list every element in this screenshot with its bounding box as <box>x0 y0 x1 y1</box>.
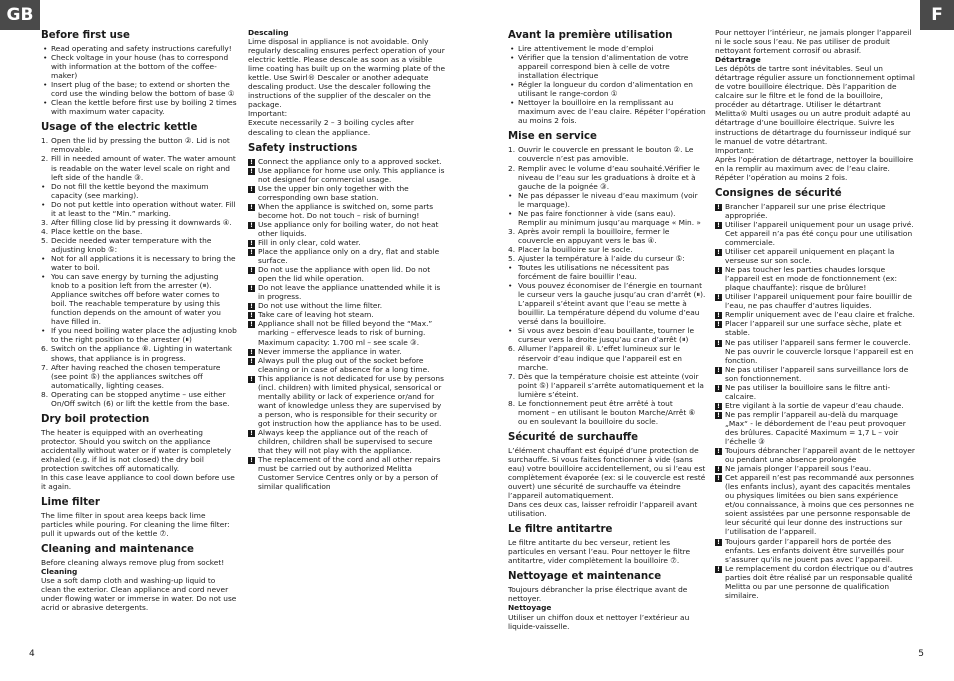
language-tab-gb: GB <box>0 0 40 30</box>
exclamation-box-icon: ! <box>715 412 722 419</box>
list-item <box>41 218 237 227</box>
exclamation-box-icon: ! <box>248 457 255 464</box>
safety-item-text: When the appliance is switched on, some parts become hot. Do not touch – risk of burning! <box>258 201 434 220</box>
safety-item-text: Ne jamais plonger l’appareil sous l’eau. <box>725 464 872 474</box>
exclamation-box-icon: ! <box>248 312 255 319</box>
cleaning-intro: Before cleaning always remove plug from socket! <box>41 558 225 568</box>
list-item: • Check voltage in your house (has to correspond with information at the bottom of the coffee-maker) <box>41 53 237 80</box>
safety-list <box>248 157 448 492</box>
list-item-number: 1. <box>508 145 516 155</box>
list-item-text: Allumer l’appareil ⑥. L’effet lumineux sur le réservoir d’eau indique que l’appareil est en marche. <box>518 344 682 372</box>
list-item-text: Ne pas faire fonctionner à vide (sans eau). Remplir au minimum jusqu’au marquage « Min. » <box>518 208 701 227</box>
heading-consignes: Consignes de sécurité <box>715 187 842 199</box>
nettoyage-interior-text: Pour nettoyer l’intérieur, ne jamais plonger l’appareil ni le socle sous l’eau. Ne pas utiliser de produit nettoyant fortement corrosif ou abrasif. <box>715 28 912 56</box>
exclamation-box-icon: ! <box>248 321 255 328</box>
list-item-text: Toutes les utilisations ne nécessitent pas forcément de faire bouillir l’eau. <box>518 263 670 282</box>
list-item: • Clean the kettle before first use by boiling 2 times with maximum water capacity. <box>41 98 237 116</box>
safety-item-text: Remplir uniquement avec de l’eau claire et fraîche. <box>725 310 915 320</box>
exclamation-box-icon: ! <box>715 475 722 482</box>
list-item <box>508 227 706 245</box>
descaling-subheading: Descaling <box>248 28 289 37</box>
consignes-list <box>715 202 915 600</box>
list-item-number: • <box>508 281 513 291</box>
exclamation-box-icon: ! <box>715 204 722 211</box>
list-item-text: Switch on the appliance ⑥. Lighting in watertank shows, that appliance is in progress. <box>51 344 233 363</box>
list-item-number: • <box>41 253 46 263</box>
safety-item <box>248 247 448 265</box>
list-item-text: Dès que la température choisie est atteinte (voir point ⑤) l’appareil s’arrête automatiquement et la lumière s’éteint. <box>518 371 704 399</box>
exclamation-box-icon: ! <box>248 303 255 310</box>
safety-item <box>715 564 915 600</box>
dry-boil-text-2: In this case leave appliance to cool down before use it again. <box>41 473 235 492</box>
list-item-number: • <box>508 190 513 200</box>
safety-item <box>715 464 915 473</box>
list-item <box>41 254 237 272</box>
safety-item-text: Utiliser cet appareil uniquement en plaçant la verseuse sur son socle. <box>725 247 895 266</box>
list-item-number: 5. <box>41 235 49 245</box>
list-item <box>508 191 706 209</box>
column-french-right <box>715 28 915 600</box>
list-item-text: If you need boiling water place the adjusting knob to the right position to the arrester (⏸) <box>51 326 237 345</box>
list-item <box>508 326 706 344</box>
list-item <box>508 263 706 281</box>
safety-item <box>248 428 448 455</box>
heading-dry-boil: Dry boil protection <box>41 413 150 425</box>
exclamation-box-icon: ! <box>248 376 255 383</box>
exclamation-box-icon: ! <box>715 539 722 546</box>
safety-item <box>715 446 915 464</box>
list-item-text: Ne pas dépasser le niveau d’eau maximum (voir le marquage). <box>518 190 698 209</box>
descaling-text: Lime disposal in appliance is not avoidable. Only regularly descaling ensures perfect operation of your electric kettle. Please descale as soon as a visible lime coating has built up on the warming plate of the kettle. Use Swirl® Descaler or another adequate descaling product. Use the descaler following the instructions of the supplier of the descaler on the package. <box>248 37 446 110</box>
safety-item <box>715 202 915 220</box>
safety-item-text: Etre vigilant à la sortie de vapeur d’eau chaude. <box>725 400 904 410</box>
exclamation-box-icon: ! <box>715 367 722 374</box>
cleaning-text: Use a soft damp cloth and washing-up liquid to clean the exterior. Clean appliance and cord never under flowing water or immerse in water. Do not use acrid or abrasive detergents. <box>41 576 237 613</box>
list-item-text: Après avoir rempli la bouilloire, fermer le couvercle en appuyant vers le bas ④. <box>518 226 670 245</box>
list-item <box>41 344 237 362</box>
safety-item-text: Ne pas toucher les parties chaudes lorsque l’appareil est en mode de fonctionnement (ex: plaque chauffante): risque de brûlure! <box>725 265 897 293</box>
list-item-text: Place kettle on the base. <box>51 226 143 236</box>
list-item-text: You can save energy by turning the adjusting knob to a position left from the arrester (⏸). Appliance switches off before water comes to boil. The reachable temperature by using this function depends on the amount of water you have filled in. <box>51 272 221 327</box>
safety-item <box>248 166 448 184</box>
list-item-number: 4. <box>508 244 516 254</box>
exclamation-box-icon: ! <box>715 385 722 392</box>
heading-nettoyage: Nettoyage et maintenance <box>508 571 662 583</box>
list-item-number: 6. <box>508 344 516 354</box>
list-item <box>508 145 706 163</box>
list-item: • Régler la longueur du cordon d’alimentation en utilisant le range-cordon ① <box>508 80 706 98</box>
nettoyage-subheading: Nettoyage <box>508 603 552 613</box>
list-item-number: 3. <box>508 226 516 236</box>
exclamation-box-icon: ! <box>248 249 255 256</box>
list-item-text: Do not fill the kettle beyond the maximum capacity (see marking). <box>51 181 209 200</box>
list-item <box>41 227 237 236</box>
heading-lime-filter: Lime filter <box>41 497 100 509</box>
safety-item <box>248 283 448 301</box>
list-item <box>41 236 237 254</box>
list-item: • Nettoyer la bouilloire en la remplissant au maximum avec de l’eau claire. Répéter l’opération au moins 2 fois. <box>508 98 706 125</box>
list-item-text: Remplir avec le volume d’eau souhaité.Vérifier le niveau de l’eau sur les graduations à droite et à gauche de la poignée ③. <box>518 163 700 191</box>
list-item <box>508 399 706 426</box>
column-english-left <box>41 28 237 613</box>
safety-item <box>248 301 448 310</box>
securite-text-2: Dans ces deux cas, laisser refroidir l’appareil avant utilisation. <box>508 500 698 519</box>
safety-item <box>715 292 915 310</box>
safety-item-text: Connect the appliance only to a approved socket. <box>258 156 442 166</box>
exclamation-box-icon: ! <box>715 312 722 319</box>
safety-item <box>715 265 915 292</box>
safety-item <box>248 356 448 374</box>
exclamation-box-icon: ! <box>715 321 722 328</box>
list-item <box>508 344 706 371</box>
list-item-number: 8. <box>508 398 516 408</box>
safety-item <box>248 202 448 220</box>
safety-item <box>248 319 448 346</box>
exclamation-box-icon: ! <box>248 240 255 247</box>
exclamation-box-icon: ! <box>248 222 255 229</box>
safety-item-text: Placer l’appareil sur une surface sèche, plate et stable. <box>725 319 902 338</box>
safety-item <box>715 537 915 564</box>
safety-item-text: Utiliser l’appareil uniquement pour faire bouillir de l’eau, ne pas chauffer d’autres liquides. <box>725 292 912 311</box>
exclamation-box-icon: ! <box>248 285 255 292</box>
list-item <box>41 136 237 154</box>
exclamation-box-icon: ! <box>715 294 722 301</box>
list-item <box>508 372 706 399</box>
list-item: • Read operating and safety instructions carefully! <box>41 44 237 53</box>
safety-item-text: Place the appliance only on a dry, flat and stable surface. <box>258 247 440 266</box>
safety-item-text: Take care of leaving hot steam. <box>258 310 374 320</box>
list-item-text: After filling close lid by pressing it downwards ④. <box>51 217 232 227</box>
list-item-text: Open the lid by pressing the button ②. Lid is not removable. <box>51 136 230 155</box>
list-item: • Vérifier que la tension d’alimentation de votre appareil correspond bien à celle de votre installation électrique <box>508 53 706 80</box>
exclamation-box-icon: ! <box>248 186 255 193</box>
usage-steps-list <box>41 136 237 407</box>
list-item-number: 8. <box>41 389 49 399</box>
safety-item <box>248 184 448 202</box>
exclamation-box-icon: ! <box>248 267 255 274</box>
safety-item <box>248 310 448 319</box>
cleaning-subheading: Cleaning <box>41 567 78 577</box>
heading-filtre: Le filtre antitartre <box>508 524 613 536</box>
safety-item <box>248 238 448 247</box>
safety-item-text: Ne pas remplir l’appareil au-delà du marquage „Max“ - le débordement de l’eau peut provoquer des brûlures. Capacité Maximum = 1,7 L – voir l’échelle ③ <box>725 409 906 447</box>
safety-item <box>715 310 915 319</box>
list-item <box>508 164 706 191</box>
dry-boil-text: The heater is equipped with an overheating protector. Should you switch on the appliance accidentally without water or if water is completely exhaled (e.g. if lid is not closed) the dry boil protection switches off automatically. <box>41 427 231 473</box>
list-item <box>41 390 237 408</box>
list-item-text: Ajuster la température à l’aide du curseur ⑤: <box>518 253 685 263</box>
safety-item-text: Ne pas utiliser l’appareil sans surveillance lors de son fonctionnement. <box>725 364 909 383</box>
list-item-number: 5. <box>508 253 516 263</box>
list-item-text: Operating can be stopped anytime – use either On/Off switch (6) or lift the kettle from the base. <box>51 389 230 408</box>
exclamation-box-icon: ! <box>715 222 722 229</box>
safety-item-text: Always pull the plug out of the socket before cleaning or in case of absence for a long time. <box>258 355 430 374</box>
safety-item <box>715 365 915 383</box>
safety-item <box>715 410 915 446</box>
list-item: • Insert plug of the base; to extend or shorten the cord use the winding below the bottom of base ① <box>41 80 237 98</box>
list-item-number: • <box>41 199 46 209</box>
exclamation-box-icon: ! <box>715 267 722 274</box>
safety-item-text: Toujours débrancher l’appareil avant de le nettoyer ou pendant une absence prolongée <box>725 446 915 465</box>
exclamation-box-icon: ! <box>248 168 255 175</box>
descaling-important-text: Execute necessarily 2 – 3 boiling cycles after descaling to clean the appliance. <box>248 118 414 137</box>
exclamation-box-icon: ! <box>715 403 722 410</box>
safety-item <box>248 157 448 166</box>
filtre-text: Le filtre antitarte du bec verseur, retient les particules en versant l’eau. Pour nettoyer le filtre antitartre, vider complètement la bouilloire ⑦. <box>508 538 691 566</box>
list-item-number: 4. <box>41 226 49 236</box>
safety-item-text: Use appliance for home use only. This appliance is not designed for commercial usage. <box>258 165 445 184</box>
list-item-text: Placer la bouilloire sur le socle. <box>518 244 633 254</box>
list-item <box>508 281 706 326</box>
safety-item <box>715 383 915 401</box>
safety-item <box>715 401 915 410</box>
list-item-number: 2. <box>41 154 49 164</box>
list-item <box>41 182 237 200</box>
list-item-text: Fill in needed amount of water. The water amount is readable on the water level scale on right and left side of the handle ③. <box>51 154 236 182</box>
safety-item-text: Appliance shall not be filled beyond the “Max.” marking – effervesce leads to risk of burning. Maximum capacity: 1.700 ml – see scale ③. <box>258 319 433 347</box>
exclamation-box-icon: ! <box>248 204 255 211</box>
safety-item-text: Use appliance only for boiling water, do not heat other liquids. <box>258 219 439 238</box>
safety-item <box>715 220 915 247</box>
column-english-right <box>248 28 448 491</box>
exclamation-box-icon: ! <box>248 349 255 356</box>
list-item-number: • <box>41 181 46 191</box>
exclamation-box-icon: ! <box>248 430 255 437</box>
list-item: • Lire attentivement le mode d’emploi <box>508 44 706 53</box>
safety-item-text: Fill in only clear, cold water. <box>258 237 361 247</box>
heading-usage: Usage of the electric kettle <box>41 122 198 134</box>
list-item <box>41 200 237 218</box>
list-item-number: 7. <box>508 371 516 381</box>
safety-item-text: Cet appareil n’est pas recommandé aux personnes (les enfants inclus), ayant des capacités mentales ou physiques limitées ou bien sans expérience et/ou connaissance, à moins que ces personnes ne soient assistées par une personne responsable de leur sécurité qui leur donne des instructions sur l’utilisation de l’appareil. <box>725 473 914 537</box>
safety-item <box>715 338 915 365</box>
language-tab-f: F <box>920 0 954 30</box>
safety-item-text: Ne pas utiliser l’appareil sans fermer le couvercle. Ne pas ouvrir le couvercle lorsque l’appareil est en fonction. <box>725 337 914 365</box>
list-item-number: 6. <box>41 344 49 354</box>
list-item-text: After having reached the chosen temperature (see point ⑤) the appliances switches off automatically, lighting ceases. <box>51 362 221 390</box>
safety-item <box>248 220 448 238</box>
nettoyage-text: Utiliser un chiffon doux et nettoyer l’extérieur au liquide-vaisselle. <box>508 612 690 631</box>
safety-item-text: Never immerse the appliance in water. <box>258 346 402 356</box>
safety-item <box>248 347 448 356</box>
heading-before-first-use: Before first use <box>41 30 130 41</box>
heading-securite: Sécurité de surchauffe <box>508 431 639 443</box>
safety-item-text: Do not use without the lime filter. <box>258 301 383 311</box>
list-item-text: Le fonctionnement peut être arrêté à tout moment – en utilisant le bouton Marche/Arrêt ⑥ ou en soulevant la bouilloire du socle. <box>518 398 696 426</box>
exclamation-box-icon: ! <box>248 159 255 166</box>
safety-item-text: Brancher l’appareil sur une prise électrique appropriée. <box>725 201 886 220</box>
list-item-number: • <box>41 272 46 282</box>
list-item <box>41 326 237 344</box>
detartrage-text: Les dépôts de tartre sont inévitables. Seul un détartrage régulier assure un fonctionnement optimal de votre bouilloire électrique. Dès l’apparition de calcaire sur le filtre et le fond de la bouilloire, procéder au détartrage. Utiliser le détartrant Melitta® Multi usages ou un autre produit adapté au détartrage d’une bouilloire électrique. Suivre les instructions de détartrage du fournisseur indiqué sur le manuel de votre détartrant. <box>715 64 915 146</box>
safety-item <box>715 319 915 337</box>
list-item-number: 2. <box>508 163 516 173</box>
heading-mise-en-service: Mise en service <box>508 131 597 143</box>
list-item <box>508 254 706 263</box>
safety-item-text: Use the upper bin only together with the corresponding own base station. <box>258 183 409 202</box>
nettoyage-intro: Toujours débrancher la prise électrique avant de nettoyer. <box>508 585 688 604</box>
safety-item <box>248 374 448 428</box>
list-item-text: Vous pouvez économiser de l’énergie en tournant le curseur vers la gauche jusqu’au cran d’arrêt (⏸). L’appareil s’éteint avant que l’eau se mette à bouillir. La température dépend du volume d’eau versé dans la bouilloire. <box>518 281 706 327</box>
list-item-number: 7. <box>41 362 49 372</box>
list-item-number: • <box>41 326 46 336</box>
safety-item-text: This appliance is not dedicated for use by persons (incl. children) with limited physical, sensorical or mentally ability or lack of experience or/and for want of knowledge unless they are supervised by a person, who is responsible for their security or got instruction how the appliance has to be used. <box>258 373 444 428</box>
list-item <box>508 209 706 227</box>
list-item <box>41 154 237 181</box>
exclamation-box-icon: ! <box>248 358 255 365</box>
list-item-text: Ouvrir le couvercle en pressant le bouton ②. Le couvercle n’est pas amovible. <box>518 145 694 164</box>
safety-item <box>715 473 915 536</box>
safety-item-text: Always keep the appliance out of the reach of children, children shall be supervised to secure that they will not play with the appliance. <box>258 427 433 456</box>
descaling-important-label: Important: <box>248 109 288 119</box>
exclamation-box-icon: ! <box>715 566 722 573</box>
detartrage-important-label: Important: <box>715 145 755 155</box>
heading-avant: Avant la première utilisation <box>508 30 673 41</box>
page-number-left: 4 <box>29 649 35 659</box>
heading-cleaning: Cleaning and maintenance <box>41 544 194 556</box>
safety-item-text: Le remplacement du cordon électrique ou d’autres parties doit être réalisé par un responsable qualité Melitta ou par une personne de qualification similaire. <box>725 563 913 600</box>
safety-item <box>248 455 448 491</box>
list-item-number: 1. <box>41 136 49 146</box>
list-item-text: Not for all applications it is necessary to bring the water to boil. <box>51 253 236 273</box>
list-item-text: Decide needed water temperature with the adjusting knob ⑤: <box>51 235 212 254</box>
safety-item <box>715 247 915 265</box>
safety-item-text: Do not leave the appliance unattended while it is in progress. <box>258 283 441 302</box>
list-item-number: • <box>508 263 513 273</box>
before-first-use-list <box>41 44 237 116</box>
safety-item-text: Utiliser l’appareil uniquement pour un usage privé. Cet appareil n’a pas été conçu pour une utilisation commerciale. <box>725 219 914 247</box>
safety-item <box>248 265 448 283</box>
list-item <box>508 245 706 254</box>
exclamation-box-icon: ! <box>715 466 722 473</box>
lime-filter-text: The lime filter in spout area keeps back lime particles while pouring. For cleaning the lime filter: pull it upwards out of the kettle ⑦. <box>41 511 230 539</box>
page-number-right: 5 <box>918 649 924 659</box>
exclamation-box-icon: ! <box>715 249 722 256</box>
list-item-number: • <box>508 326 513 336</box>
detartrage-subheading: Détartrage <box>715 55 761 65</box>
exclamation-box-icon: ! <box>715 448 722 455</box>
mise-en-service-list <box>508 145 706 425</box>
column-french-left <box>508 28 706 631</box>
safety-item-text: Toujours garder l’appareil hors de portée des enfants. Les enfants doivent être surveillés pour s’assurer qu’ils ne jouent pas avec l’appareil. <box>725 536 905 564</box>
heading-safety: Safety instructions <box>248 142 358 154</box>
list-item-text: Do not put kettle into operation without water. Fill it at least to the “Min.” marking. <box>51 199 236 218</box>
safety-item-text: Do not use the appliance with open lid. Do not open the lid while operation. <box>258 265 431 284</box>
detartrage-important-text: Après l’opération de détartrage, nettoyer la bouilloire en la remplir au maximum avec de l’eau claire. Répéter l’opération au moins 2 fois. <box>715 154 914 182</box>
securite-text: L’élément chauffant est équipé d’une protection de surchauffe. Si vous faites fonctionner à vide (sans eau) votre bouilloire accidentellement, ou si l’eau est complètement évaporée (ex: si le couvercle est resté ouvert) une sécurité de surchauffe va éteindre l’appareil automatiquement. <box>508 445 706 501</box>
safety-item-text: Ne pas utiliser la bouilloire sans le filtre anti-calcaire. <box>725 382 891 401</box>
exclamation-box-icon: ! <box>715 340 722 347</box>
list-item <box>41 272 237 326</box>
safety-item-text: The replacement of the cord and all other repairs must be carried out by authorized Melitta Customer Service Centres only or by a person of similar qualification <box>258 455 441 492</box>
avant-list <box>508 44 706 125</box>
list-item-number: 3. <box>41 217 49 227</box>
list-item-text: Si vous avez besoin d’eau bouillante, tourner le curseur vers la droite jusqu’au cran d’arrêt (⏸) <box>518 326 695 345</box>
list-item <box>41 363 237 390</box>
list-item-number: • <box>508 208 513 218</box>
